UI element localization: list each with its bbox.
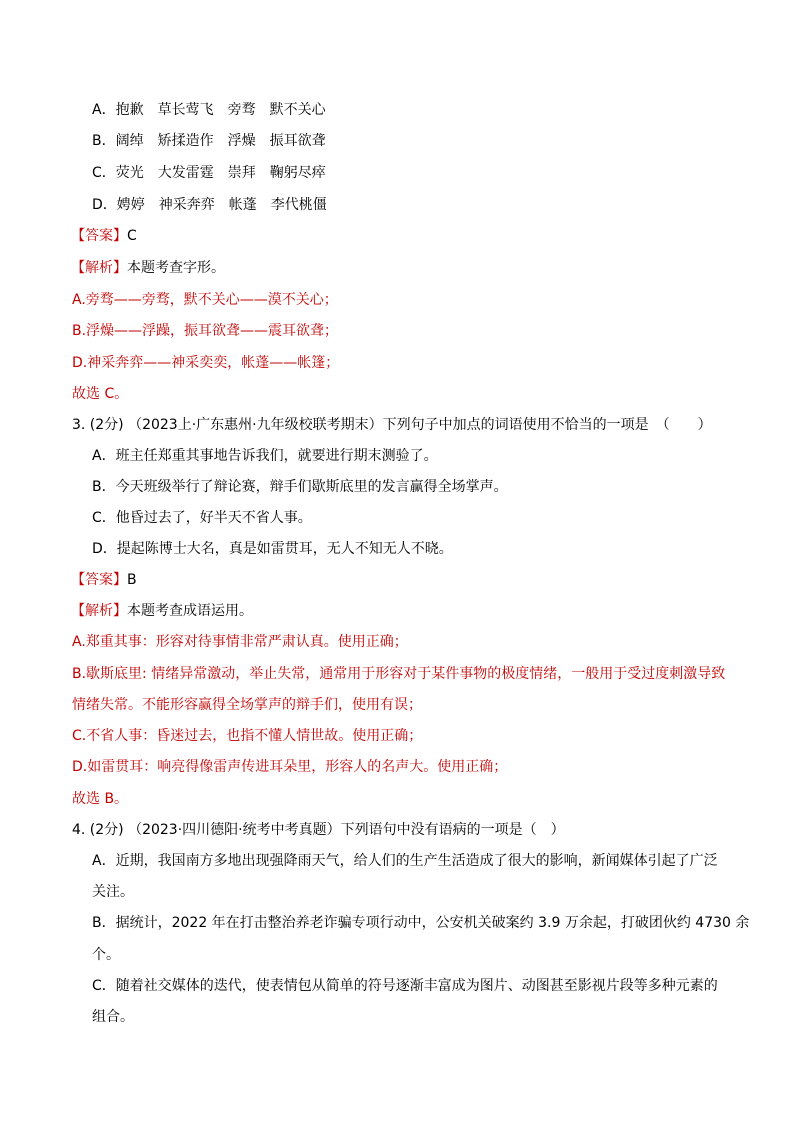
- q2-option-b: B．阔绰 矫揉造作 浮燥 振耳欲聋: [92, 133, 326, 149]
- q2-option-d: D．娉婷 神采奔弈 帐蓬 李代桃僵: [92, 197, 327, 213]
- q4-option-a: A．近期，我国南方多地出现强降雨天气，给人们的生产生活造成了很大的影响，新闻媒体引起了广泛: [92, 853, 718, 869]
- q2-option-c: C．荧光 大发雷霆 崇拜 鞠躬尽瘁: [92, 165, 326, 181]
- answer-label: 【答案】: [71, 228, 127, 244]
- q4-option-a-cont: 关注。: [92, 884, 134, 900]
- answer-label: 【答案】: [71, 572, 127, 588]
- q3-analysis: [71, 601, 253, 621]
- q4-stem: 4. (2分) （2023·四川德阳·统考中考真题）下列语句中没有语病的一项是（ ）: [72, 822, 565, 838]
- q3-analysis-line-a: A.郑重其事：形容对待事情非常严肃认真。使用正确；: [72, 634, 408, 650]
- q3-analysis-line-d: D.如雷贯耳：响亮得像雷声传进耳朵里，形容人的名声大。使用正确；: [72, 759, 508, 775]
- analysis-label: 【解析】: [71, 260, 127, 276]
- analysis-intro: 本题考查字形。: [127, 260, 225, 276]
- q2-analysis-line-b: B.浮燥——浮躁，振耳欲聋——震耳欲聋；: [72, 323, 339, 339]
- q4-option-b: B．据统计，2022 年在打击整治养老诈骗专项行动中，公安机关破案约 3.9 万余起，打破团伙约 4730 余: [92, 915, 750, 931]
- q3-option-d: D．提起陈博士大名，真是如雷贯耳，无人不知无人不晓。: [92, 541, 453, 557]
- q2-option-a: A．抱歉 草长莺飞 旁骛 默不关心: [92, 102, 326, 118]
- q3-analysis-line-c: C.不省人事：昏迷过去，也指不懂人情世故。使用正确；: [72, 728, 423, 744]
- q3-option-a: A．班主任郑重其事地告诉我们，就要进行期末测验了。: [92, 448, 438, 464]
- q4-option-c-cont: 组合。: [92, 1009, 134, 1025]
- q3-option-b: B．今天班级举行了辩论赛，辩手们歇斯底里的发言赢得全场掌声。: [92, 479, 508, 495]
- q2-analysis: [71, 258, 225, 278]
- q2-answer: [71, 226, 137, 246]
- q3-analysis-line-b-cont: 情绪失常。不能形容赢得全场掌声的辩手们，使用有误；: [72, 697, 422, 713]
- analysis-label: 【解析】: [71, 603, 127, 619]
- q3-option-c: C．他昏过去了，好半天不省人事。: [92, 510, 312, 526]
- q3-conclusion: 故选 B。: [72, 791, 129, 807]
- q3-stem: 3. (2分) （2023上·广东惠州·九年级校联考期末）下列句子中加点的词语使用不恰当的一项是 （ ）: [72, 417, 712, 433]
- answer-value: C: [127, 228, 137, 244]
- answer-value: B: [127, 572, 137, 588]
- q3-analysis-line-b: B.歇斯底里: 情绪异常激动，举止失常，通常用于形容对于某件事物的极度情绪，一般用于受过度刺激导致: [72, 666, 726, 682]
- analysis-intro: 本题考查成语运用。: [127, 603, 253, 619]
- q4-option-c: C．随着社交媒体的迭代，使表情包从简单的符号逐渐丰富成为图片、动图甚至影视片段等多种元素的: [92, 978, 718, 994]
- q2-analysis-line-d: D.神采奔弈——神采奕奕，帐蓬——帐篷；: [72, 355, 340, 371]
- q2-analysis-line-a: A.旁骛——旁骛，默不关心——漠不关心；: [72, 292, 338, 308]
- q2-conclusion: 故选 C。: [72, 386, 129, 402]
- q3-answer: [71, 570, 137, 590]
- q4-option-b-cont: 个。: [92, 947, 120, 963]
